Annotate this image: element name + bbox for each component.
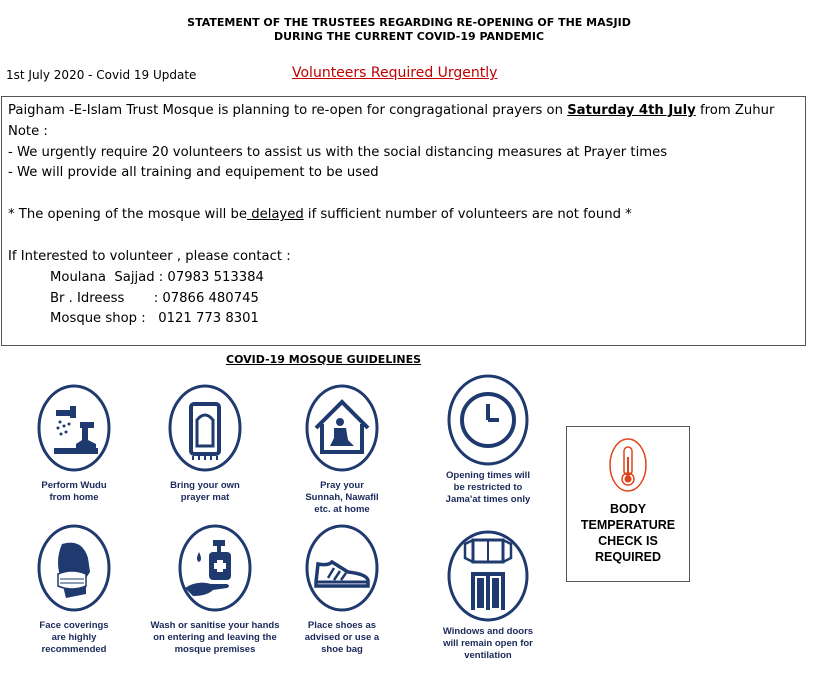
guidelines-title: COVID-19 MOSQUE GUIDELINES	[226, 353, 422, 366]
temperature-check-text: BODY TEMPERATURE CHECK IS REQUIRED	[580, 502, 676, 564]
hand-sanitiser-icon	[177, 522, 253, 614]
guideline-ventilation	[423, 528, 553, 662]
notice-line-1-end: from Zuhur	[695, 103, 775, 118]
shoes-caption: Place shoes as advised or use a shoe bag	[304, 620, 380, 655]
notice-box	[1, 96, 806, 346]
notice-line-1	[8, 101, 799, 122]
face-covering-caption: Face coverings are highly recommended	[39, 620, 109, 655]
contact-sajjad: Moulana Sajjad : 07983 513384	[50, 269, 264, 285]
clock-icon	[445, 372, 531, 468]
delay-warning	[8, 205, 799, 226]
pray-at-home-caption: Pray your Sunnah, Nawafil etc. at home	[305, 480, 379, 515]
sanitise-caption: Wash or sanitise your hands on entering and leaving the mosque premises	[150, 620, 280, 655]
wudu-tap-icon	[36, 382, 112, 474]
reopen-date: Saturday 4th July	[567, 103, 696, 118]
guideline-face-covering	[9, 522, 139, 656]
wudu-caption: Perform Wudu from home	[41, 480, 107, 503]
delay-word: delayed	[247, 207, 304, 223]
opening-times-caption: Opening times will be restricted to Jama'at times only	[445, 470, 531, 505]
contact-mosque-shop: Mosque shop : 0121 773 8301	[50, 311, 259, 327]
notice-line-1-text: Paigham -E-Islam Trust Mosque is planning to re-open for congragational prayers on	[8, 103, 568, 118]
guideline-shoes	[277, 522, 407, 656]
title-line-1: STATEMENT OF THE TRUSTEES REGARDING RE-OPENING OF THE MASJID	[187, 16, 631, 29]
delay-warning-pre: * The opening of the mosque will be	[8, 207, 248, 223]
ventilation-caption: Windows and doors will remain open for ventilation	[442, 626, 534, 661]
volunteers-required-heading: Volunteers Required Urgently	[292, 65, 498, 81]
pray-at-home-icon	[304, 382, 380, 474]
update-date: 1st July 2020 - Covid 19 Update	[6, 68, 197, 82]
guideline-sanitise	[150, 522, 280, 656]
guideline-prayer-mat	[140, 382, 270, 504]
thermometer-icon	[608, 437, 648, 493]
guideline-opening-times	[423, 372, 553, 506]
open-door-icon	[445, 528, 531, 624]
bullet-training: - We will provide all training and equipement to be used	[8, 165, 379, 181]
contact-intro: If Interested to volunteer , please contact :	[8, 248, 291, 264]
bullet-volunteers: - We urgently require 20 volunteers to assist us with the social distancing measures at Prayer times	[8, 144, 668, 160]
prayer-mat-icon	[167, 382, 243, 474]
note-label: Note :	[8, 123, 48, 139]
prayer-mat-caption: Bring your own prayer mat	[170, 480, 240, 503]
statement-title	[0, 16, 818, 44]
temperature-check-box	[566, 426, 690, 582]
title-line-2: DURING THE CURRENT COVID-19 PANDEMIC	[273, 30, 545, 43]
delay-warning-post: if sufficient number of volunteers are not found *	[303, 207, 632, 223]
guideline-pray-at-home	[277, 382, 407, 516]
shoe-icon	[304, 522, 380, 614]
face-mask-icon	[36, 522, 112, 614]
contact-idreess: Br . Idreess : 07866 480745	[50, 290, 259, 306]
guideline-wudu	[9, 382, 139, 504]
